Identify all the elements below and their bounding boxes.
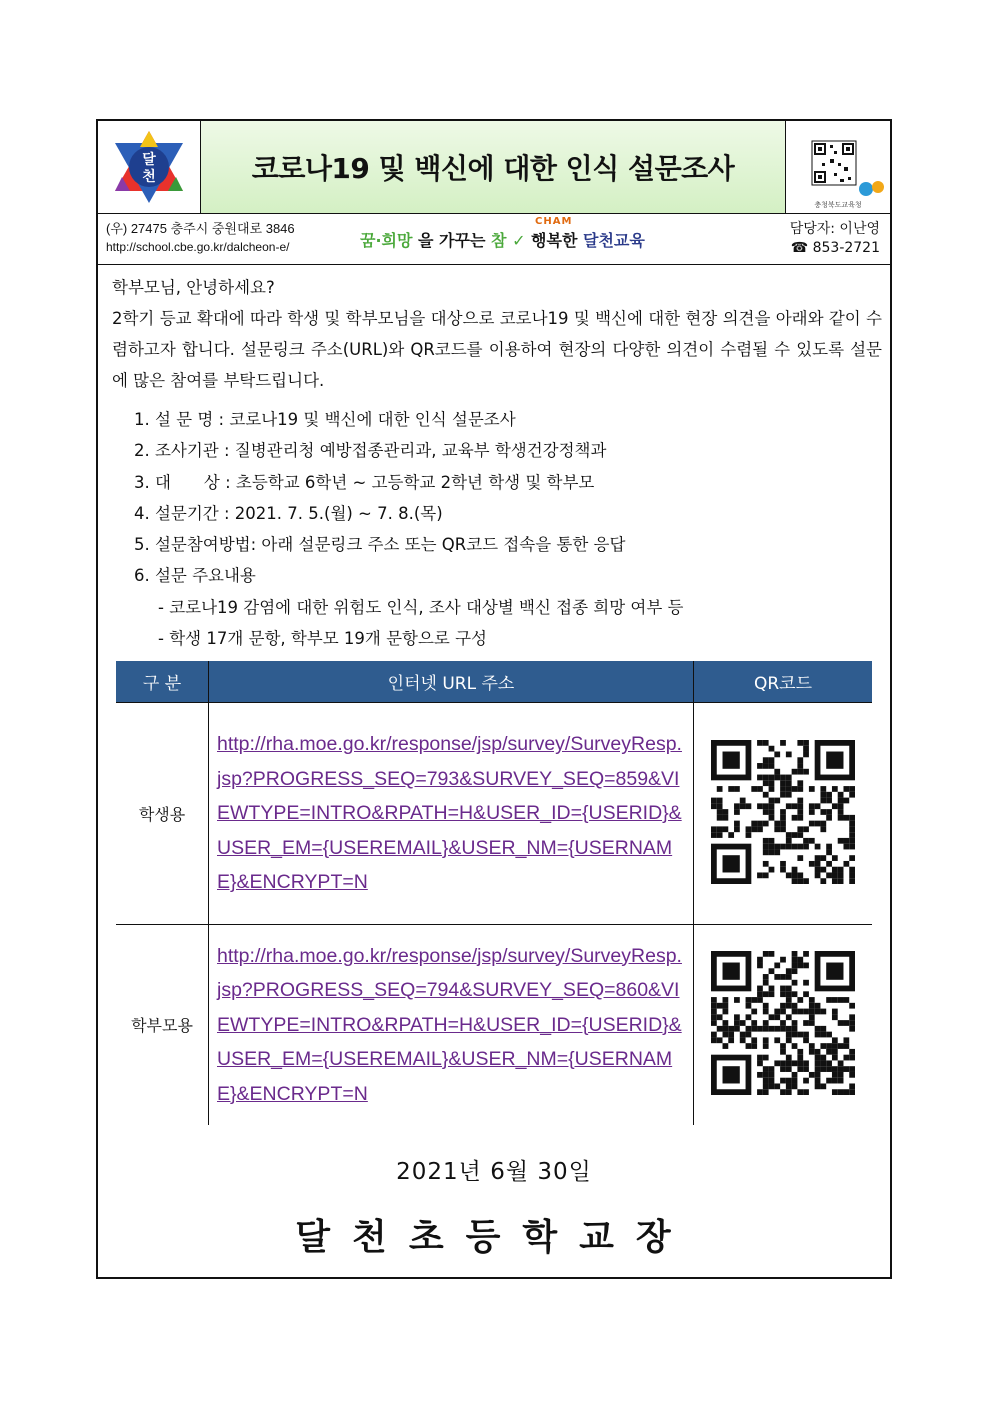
table-header-row bbox=[116, 661, 872, 703]
school-badge-text-1: 달 bbox=[142, 152, 156, 168]
slogan-part-1: 꿈·희망 bbox=[360, 231, 413, 250]
greeting: 학부모님, 안녕하세요? bbox=[112, 278, 275, 297]
office-logo-cell bbox=[786, 121, 890, 213]
list-item: 3. 대 상 : 초등학교 6학년 ~ 고등학교 2학년 학생 및 학부모 bbox=[134, 472, 595, 492]
list-item: 4. 설문기간 : 2021. 7. 5.(월) ~ 7. 8.(목) bbox=[134, 503, 443, 523]
header-category: 구 분 bbox=[116, 661, 209, 703]
document-frame bbox=[96, 119, 892, 1279]
slogan-part-4: 행복한 bbox=[531, 231, 578, 250]
slogan-part-3: 참 bbox=[491, 231, 507, 250]
parent-qr-cell bbox=[694, 925, 873, 1125]
table-row bbox=[116, 703, 872, 925]
survey-link-table bbox=[116, 661, 872, 1125]
slogan-part-5: 달천교육 bbox=[583, 231, 645, 250]
homepage-link[interactable]: http://school.cbe.go.kr/dalcheon-e/ bbox=[106, 240, 290, 254]
header-url: 인터넷 URL 주소 bbox=[209, 661, 694, 703]
sub-item: - 코로나19 감염에 대한 위험도 인식, 조사 대상별 백신 접종 희망 여부 등 bbox=[158, 597, 684, 617]
sub-item: - 학생 17개 문항, 학부모 19개 문항으로 구성 bbox=[158, 629, 487, 649]
issue-date: 2021년 6월 30일 bbox=[396, 1159, 592, 1185]
slogan-cham: CHAM bbox=[535, 216, 573, 227]
address: (우) 27475 충주시 중원대로 3846 bbox=[106, 221, 295, 236]
office-name: 충청북도교육청 bbox=[814, 201, 862, 209]
list-item: 6. 설문 주요내용 bbox=[134, 566, 256, 586]
school-badge-text-2: 천 bbox=[142, 169, 156, 185]
slogan bbox=[360, 216, 645, 251]
list-item: 1. 설 문 명 : 코로나19 및 백신에 대한 인식 설문조사 bbox=[134, 410, 516, 429]
manager: 담당자: 이난영 bbox=[789, 221, 880, 237]
slogan-part-2: 을 가꾸는 bbox=[418, 231, 486, 250]
student-survey-link[interactable]: http://rha.moe.go.kr/response/jsp/survey/SurveyResp.jsp?PROGRESS_SEQ=793&SURVEY_SEQ=859&VIEWTYPE=INTRO&RPATH=H&USER_ID={USERID}&USER_EM={USEREMAIL}&USER_NM={USERNAME}&ENCRYPT=N bbox=[209, 703, 694, 925]
info-bar bbox=[98, 214, 890, 265]
header bbox=[98, 121, 890, 214]
phone: ☎ 853-2721 bbox=[790, 240, 880, 256]
office-qr-logo bbox=[786, 121, 890, 213]
school-logo bbox=[98, 121, 200, 213]
row-category: 학생용 bbox=[116, 703, 209, 925]
intro-paragraph: 2학기 등교 확대에 따라 학생 및 학부모님을 대상으로 코로나19 및 백신에 대한 현장 의견을 아래와 같이 수렴하고자 합니다. 설문링크 주소(URL)와 QR코드를 이용하여 현장의 다양한 의견이 수렴될 수 있도록 설문에 많은 참여를 부탁드립니다. bbox=[112, 309, 882, 390]
table-row bbox=[116, 925, 872, 1125]
list-item: 5. 설문참여방법: 아래 설문링크 주소 또는 QR코드 접속을 통한 응답 bbox=[134, 535, 626, 555]
title-cell bbox=[201, 121, 786, 213]
student-qr-cell bbox=[694, 703, 873, 925]
row-category: 학부모용 bbox=[116, 925, 209, 1125]
principal-signature: 달천초등학교장 bbox=[295, 1216, 693, 1258]
list-item: 2. 조사기관 : 질병관리청 예방접종관리과, 교육부 학생건강정책과 bbox=[134, 441, 607, 461]
header-qr: QR코드 bbox=[694, 661, 873, 703]
survey-info-list bbox=[134, 404, 684, 654]
student-qr-code bbox=[711, 740, 855, 884]
check-icon: ✓ bbox=[512, 231, 526, 250]
parent-qr-code bbox=[711, 951, 855, 1095]
parent-survey-link[interactable]: http://rha.moe.go.kr/response/jsp/survey/SurveyResp.jsp?PROGRESS_SEQ=794&SURVEY_SEQ=860&VIEWTYPE=INTRO&RPATH=H&USER_ID={USERID}&USER_EM={USEREMAIL}&USER_NM={USERNAME}&ENCRYPT=N bbox=[209, 925, 694, 1125]
school-logo-cell bbox=[98, 121, 201, 213]
page-title: 코로나19 및 백신에 대한 인식 설문조사 bbox=[251, 152, 735, 185]
